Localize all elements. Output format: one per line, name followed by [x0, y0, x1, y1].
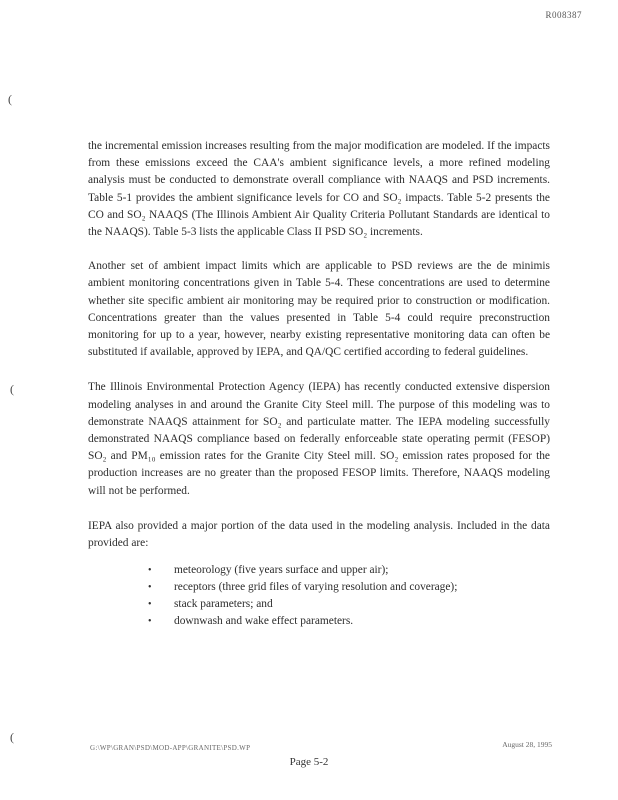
- list-item: [148, 579, 550, 596]
- document-id: R008387: [545, 10, 582, 20]
- paragraph: The Illinois Environmental Protection Agency (IEPA) has recently conducted extensive dispersion modeling analyses in and around the Granite City Steel mill. The purpose of this modeling was to demonstrate NAAQS attainment for SO₂ and particulate matter. The IEPA modeling successfully demonstrated NAAQS compliance based on federally enforceable state operating permit (FESOP) SO₂ and PM₁₀ emission rates for the Granite City Steel mill. SO₂ emission rates proposed for the production increases are no greater than the proposed FESOP limits. Therefore, NAAQS modeling will not be performed.: [88, 381, 550, 497]
- list-item: [148, 596, 550, 613]
- bullet-icon: •: [148, 582, 152, 594]
- paragraph: Another set of ambient impact limits which are applicable to PSD reviews are the de minimis ambient monitoring concentrations given in Table 5-4. These concentrations are used to determine whether site specific ambient air monitoring may be required prior to construction or modification. Concentrations greater than the values presented in Table 5-4 could require preconstruction monitoring for up to a year, however, nearby existing representative monitoring data can often be substituted if available, approved by IEPA, and QA/QC certified according to federal guidelines.: [88, 260, 550, 359]
- page-number: Page 5-2: [289, 756, 329, 768]
- bullet-icon: •: [148, 599, 152, 611]
- list-item-text: receptors (three grid files of varying resolution and coverage);: [174, 581, 458, 594]
- footer-date: August 28, 1995: [502, 740, 552, 749]
- list-item-text: stack parameters; and: [174, 598, 273, 611]
- bullet-icon: •: [148, 565, 152, 577]
- binder-hole-mark: (: [8, 92, 12, 106]
- footer-file-path: G:\WP\GRAN\PSD\MOD-APP\GRANITE\PSD.WP: [90, 744, 251, 752]
- list-item-text: downwash and wake effect parameters.: [174, 615, 354, 628]
- document-body: [88, 138, 550, 630]
- binder-hole-mark: (: [10, 730, 14, 744]
- binder-hole-mark: (: [10, 382, 14, 396]
- bullet-icon: •: [148, 616, 152, 628]
- list-item: [148, 562, 550, 579]
- data-list: [88, 562, 550, 630]
- paragraph: IEPA also provided a major portion of the data used in the modeling analysis. Included in the data provided are:: [88, 519, 550, 550]
- paragraph: the incremental emission increases resulting from the major modification are modeled. If the impacts from these emissions exceed the CAA's ambient significance levels, a more refined modeling analysis must be conducted to demonstrate overall compliance with NAAQS and PSD increments. Table 5-1 provides the ambient significance levels for CO and SO₂ impacts. Table 5-2 presents the CO and SO₂ NAAQS (The Illinois Ambient Air Quality Criteria Pollutant Standards are identical to the NAAQS). Table 5-3 lists the applicable Class II PSD SO₂ increments.: [88, 140, 550, 239]
- list-item-text: meteorology (five years surface and upper air);: [174, 564, 389, 577]
- list-item: [148, 613, 550, 630]
